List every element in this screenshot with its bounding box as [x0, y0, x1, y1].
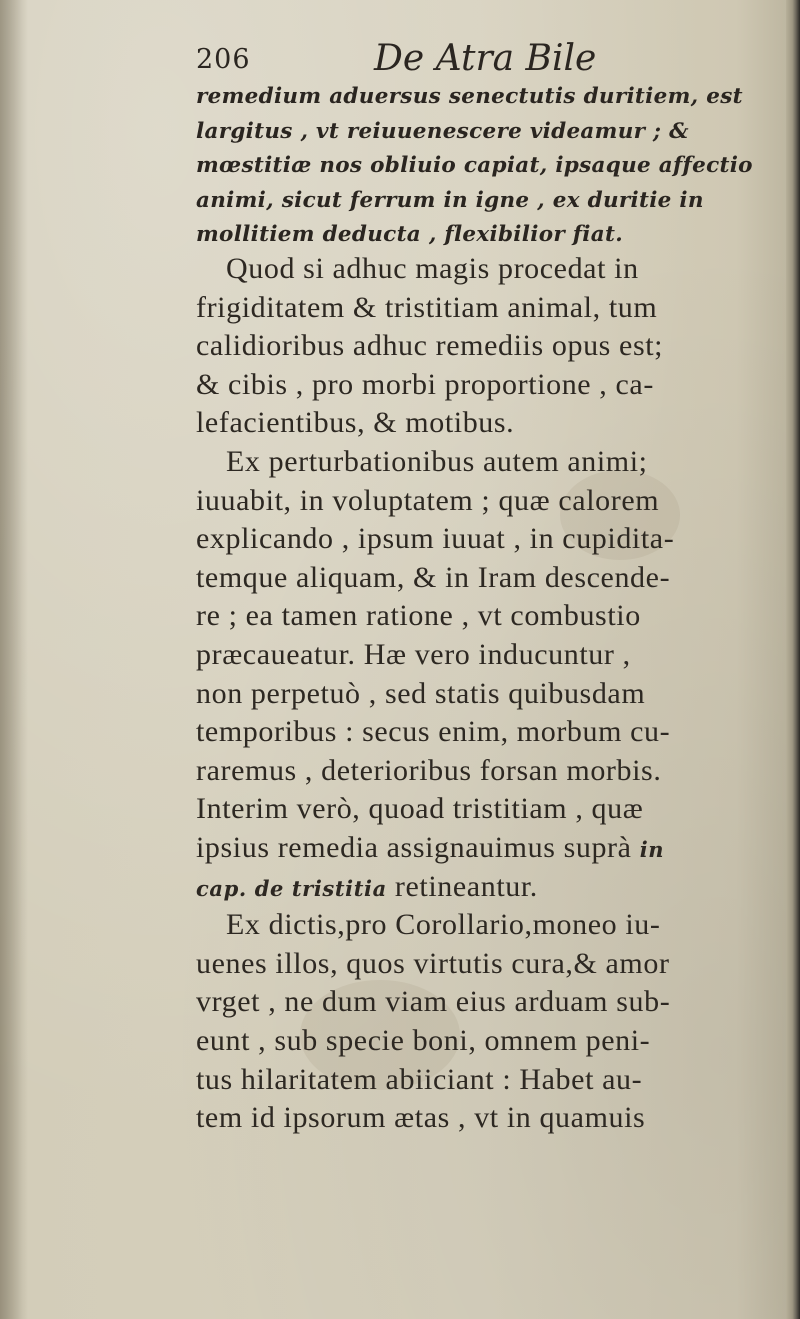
text-line — [196, 715, 670, 749]
text-line — [196, 677, 645, 711]
line-text: ipsius remedia assignauimus suprà — [196, 831, 632, 864]
text-line — [196, 947, 670, 981]
text-line — [196, 84, 743, 109]
text-line — [196, 831, 664, 865]
text-line — [196, 522, 674, 556]
line-text: tem id ipsorum ætas , vt in quamuis — [196, 1101, 646, 1135]
line-text: animi, sicut ferrum in igne , ex duritie in — [196, 187, 704, 213]
line-text: & cibis , pro morbi proportione , ca- — [196, 367, 654, 401]
text-line — [196, 754, 661, 788]
line-text: Ex perturbationibus autem animi; — [226, 445, 648, 478]
page-edge — [786, 0, 800, 1319]
line-text: tus hilaritatem abiiciant : Habet au- — [196, 1062, 643, 1096]
line-text: temque aliquam, & in Iram descende- — [196, 560, 671, 594]
running-title: De Atra Bile — [374, 38, 597, 79]
text-line — [196, 188, 704, 213]
text-line — [196, 222, 623, 247]
line-text: eunt , sub specie boni, omnem peni- — [196, 1024, 651, 1057]
text-line — [196, 1101, 645, 1135]
text-line — [196, 792, 643, 826]
line-text: Interim verò, quoad tristitiam , quæ — [196, 792, 644, 826]
line-text: temporibus : secus enim, morbum cu- — [196, 715, 671, 749]
line-text: largitus , vt reiuuenescere videamur ; & — [196, 118, 689, 144]
line-text: frigiditatem & tristitiam animal, tum — [196, 290, 658, 324]
line-text: retineantur. — [394, 869, 538, 903]
text-line — [196, 291, 657, 325]
line-text: raremus , deterioribus forsan morbis. — [196, 753, 662, 787]
line-text: mollitiem deducta , flexibilior fiat. — [196, 222, 624, 247]
line-text: explicando , ipsum iuuat , in cupidita- — [196, 522, 675, 556]
text-line — [226, 908, 661, 942]
italic-reference: cap. de tristitia — [196, 875, 387, 901]
text-line — [196, 406, 514, 440]
text-line — [196, 1063, 642, 1097]
text-line — [196, 484, 659, 518]
text-line — [196, 561, 670, 595]
text-line — [196, 153, 753, 178]
text-line — [196, 1024, 650, 1058]
text-line — [196, 638, 631, 672]
line-text: re ; ea tamen ratione , vt combustio — [196, 599, 641, 633]
text-line — [196, 119, 689, 144]
line-text: lefacientibus, & motibus. — [196, 406, 515, 440]
text-line — [196, 870, 538, 904]
text-line — [196, 329, 663, 363]
line-text: iuuabit, in voluptatem ; quæ calorem — [196, 483, 660, 517]
line-text: vrget , ne dum viam eius arduam sub- — [196, 985, 671, 1019]
text-line — [196, 599, 641, 633]
text-line — [226, 252, 639, 286]
line-text: uenes illos, quos virtutis cura,& amor — [196, 946, 670, 980]
line-text: non perpetuò , sed statis quibusdam — [196, 676, 646, 710]
line-text: remedium aduersus senectutis duritiem, est — [196, 84, 743, 109]
line-text: mœstitiæ nos obliuio capiat, ipsaque affectio — [196, 153, 753, 178]
text-line — [196, 985, 670, 1019]
italic-reference: in — [639, 837, 665, 862]
page-header — [196, 38, 756, 90]
text-line — [226, 445, 648, 479]
gutter-shadow — [0, 0, 28, 1319]
text-line — [196, 368, 654, 402]
line-text: præcaueatur. Hæ vero inducuntur , — [196, 638, 631, 671]
line-text: Quod si adhuc magis procedat in — [226, 252, 639, 285]
line-text: Ex dictis,pro Corollario,moneo iu- — [226, 908, 661, 942]
line-text: calidioribus adhuc remediis opus est; — [196, 329, 664, 363]
page-number: 206 — [196, 44, 251, 75]
